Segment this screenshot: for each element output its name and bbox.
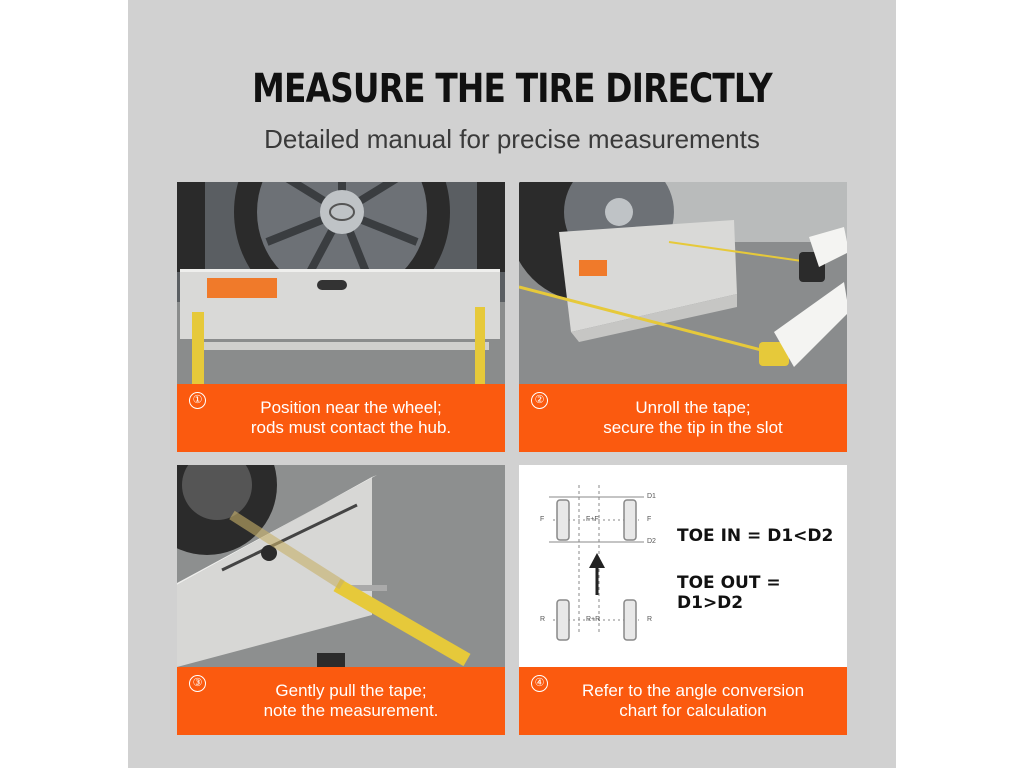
- step-3-number: ③: [189, 675, 206, 692]
- step-4-caption-band: [519, 667, 847, 735]
- label-front-left: F: [540, 516, 545, 523]
- label-d2: D2: [647, 538, 656, 545]
- label-rear-right: R: [647, 616, 653, 623]
- step-2-caption-line-2: secure the tip in the slot: [603, 418, 783, 437]
- step-card-4: [519, 465, 847, 735]
- step-4-number: ④: [531, 675, 548, 692]
- step-card-3: [177, 465, 505, 735]
- step-3-photo: [177, 465, 505, 667]
- step-1-number: ①: [189, 392, 206, 409]
- step-1-photo: [177, 182, 505, 384]
- step-3-caption: [207, 681, 495, 721]
- label-d1: D1: [647, 493, 656, 500]
- step-1-caption-band: [177, 384, 505, 452]
- step-card-2: [519, 182, 847, 452]
- toe-in-formula: TOE IN = D1<D2: [677, 526, 834, 546]
- step-3-caption-band: [177, 667, 505, 735]
- step-1-caption-line-2: rods must contact the hub.: [250, 418, 452, 437]
- step-2-caption-band: [519, 384, 847, 452]
- step-3-caption-line-1: Gently pull the tape;: [275, 681, 427, 700]
- page-subtitle: Detailed manual for precise measurements: [264, 124, 760, 154]
- step-4-caption-line-1: Refer to the angle conversion: [581, 681, 805, 700]
- label-front-sum: F+F: [586, 516, 599, 523]
- step-1-caption-line-1: Position near the wheel;: [260, 398, 442, 417]
- label-rear-sum: R+R: [586, 616, 601, 623]
- step-3-caption-line-2: note the measurement.: [263, 701, 439, 720]
- step-1-caption: [207, 398, 495, 438]
- step-card-1: [177, 182, 505, 452]
- toe-diagram-figure: [519, 465, 847, 667]
- page-title: MEASURE THE TIRE DIRECTLY: [252, 66, 772, 112]
- label-front-right: F: [647, 516, 652, 523]
- toe-out-formula: TOE OUT = D1>D2: [677, 573, 781, 613]
- label-rear-left: R: [540, 616, 546, 623]
- step-4-caption: [549, 681, 837, 721]
- step-2-caption: [549, 398, 837, 438]
- toe-diagram: [519, 465, 847, 667]
- step-4-caption-line-2: chart for calculation: [619, 701, 767, 720]
- step-2-caption-line-1: Unroll the tape;: [635, 398, 751, 417]
- step-2-photo: [519, 182, 847, 384]
- step-2-number: ②: [531, 392, 548, 409]
